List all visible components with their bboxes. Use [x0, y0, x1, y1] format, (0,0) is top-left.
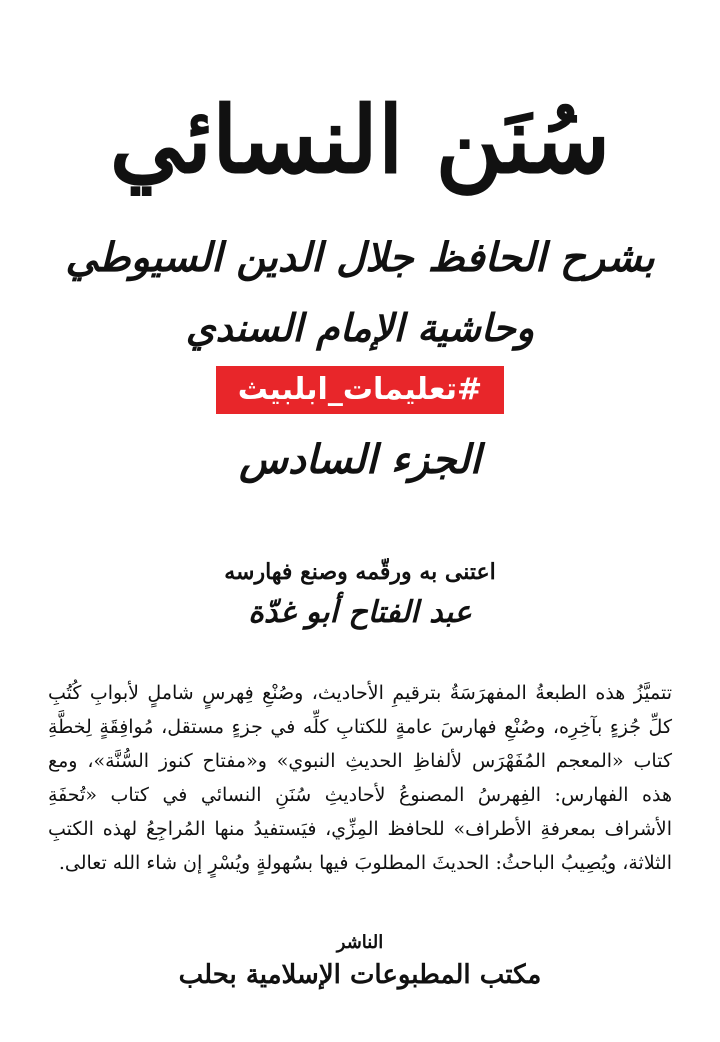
- edition-description: تتميَّزُ هذه الطبعةُ المفهرَسَةُ بترقيمِ الأحاديث، وصُنْعِ فِهرسٍ شاملٍ لأبوابِ كُتُبِ كلِّ جُزءٍ بآخِرِه، وصُنْعِ فهارسَ عامةٍ للكتابِ كلِّه في جزءٍ مستقل، مُوافِقَةٍ لِخطَّةِ كتاب «المعجم المُفَهْرَس لألفاظِ الحديثِ النبوي» و«مفتاح كنوز السُّنَّة»، ومع هذه الفهارس: الفِهرسُ المصنوعُ لأحاديثِ سُنَنِ النسائي في كتاب «تُحفَةِ الأشراف بمعرفةِ الأطراف» للحافظ المِزِّي، فيَستفيدُ منها المُراجِعُ لهذه الكتبِ الثلاثة، ويُصِيبُ الباحثُ: الحديثَ المطلوبَ فيها بسُهولةٍ ويُسْرٍ إن شاء الله تعالى.: [48, 682, 672, 874]
- book-title: سُنَن النسائي: [109, 86, 611, 194]
- publisher-name: مكتب المطبوعات الإسلامية بحلب: [178, 960, 542, 990]
- tag-badge: #تعليمات_ابلبيث: [216, 366, 504, 414]
- subtitle-gloss: وحاشية الإمام السندي: [185, 305, 535, 350]
- editor-name: عبد الفتاح أبو غدّة: [248, 595, 472, 630]
- volume-label: الجزء السادس: [239, 436, 481, 483]
- publisher-label: الناشر: [336, 932, 384, 953]
- tag-badge-container: [0, 366, 720, 418]
- subtitle-commentary: بشرح الحافظ جلال الدين السيوطي: [65, 234, 655, 281]
- editor-credit: اعتنى به ورقّمه وصنع فهارسه: [224, 559, 496, 585]
